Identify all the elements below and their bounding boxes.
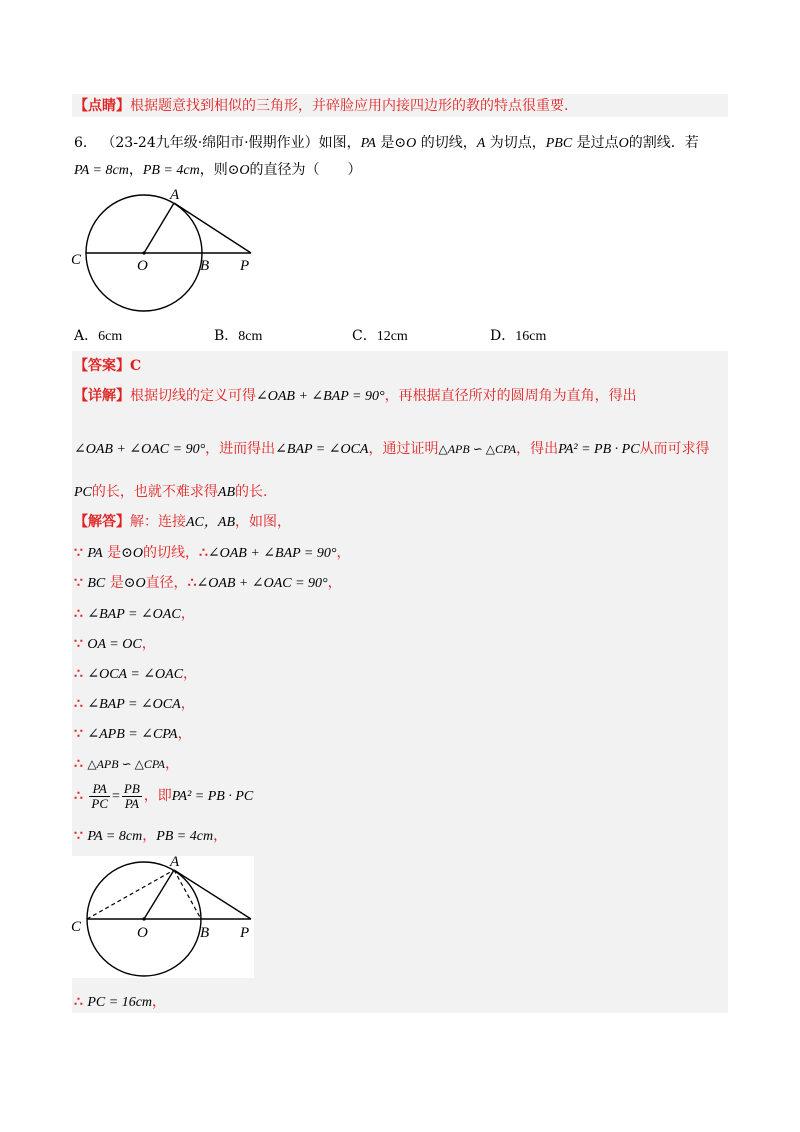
option-letter: C． xyxy=(352,328,377,344)
solution-text: ， xyxy=(183,666,198,682)
solution-equation: PA² = PB · PC xyxy=(171,789,254,804)
solution-equation: ∠OAB + ∠BAP = 90° xyxy=(207,546,337,561)
solution-step-7 xyxy=(74,725,192,744)
solution-equation: PC = 16cm xyxy=(87,995,153,1010)
solution-ratio xyxy=(74,778,253,815)
option-letter: A． xyxy=(74,328,99,344)
option-a xyxy=(74,325,122,345)
detail-text: 的长. xyxy=(235,484,268,500)
option-b xyxy=(214,325,262,345)
solution-text: ， xyxy=(141,636,156,652)
answer-line xyxy=(74,357,141,375)
solution-text: ， xyxy=(213,828,228,844)
therefore-symbol: ∴ xyxy=(74,788,83,804)
solution-step-4 xyxy=(74,635,156,654)
question-text: 的直径为（ ） xyxy=(249,162,362,178)
math-pbc: PBC xyxy=(545,136,573,151)
detail-text: 从而可求得 xyxy=(639,441,710,457)
therefore-symbol: ∴ xyxy=(74,606,83,622)
solution-text: 是 xyxy=(109,575,124,591)
option-d xyxy=(490,325,546,345)
solution-final xyxy=(74,993,166,1012)
label-p: P xyxy=(240,258,250,274)
dashed-line-ab xyxy=(174,870,201,919)
solution-step-8 xyxy=(74,755,179,773)
math-pa-value: PA = 8cm xyxy=(74,163,129,178)
option-letter: D． xyxy=(490,328,516,344)
therefore-symbol: ∴ xyxy=(74,696,83,712)
math-a: A xyxy=(476,136,486,151)
solution-step-1 xyxy=(74,544,350,563)
option-value: 6cm xyxy=(98,329,123,344)
label-a: A xyxy=(170,188,180,203)
question-line-2 xyxy=(74,161,362,180)
detail-equation: PC xyxy=(74,485,92,500)
solution-step-5 xyxy=(74,665,197,684)
math-o: O xyxy=(618,136,629,151)
math-circle-o: ⊙O xyxy=(227,163,250,178)
solution-step-3 xyxy=(74,605,195,624)
solution-text: 的切线， xyxy=(142,545,199,561)
label-c: C xyxy=(71,252,82,268)
detail-equation: AB xyxy=(217,485,235,500)
solution-text: ， xyxy=(327,575,342,591)
therefore-symbol: ∴ xyxy=(187,575,197,591)
solution-given xyxy=(74,827,227,846)
detail-text: ，通过证明 xyxy=(368,441,439,457)
math-pa: PA xyxy=(360,136,376,151)
question-text: 是过点 xyxy=(576,135,619,151)
detail-text: 根据切线的定义可得 xyxy=(130,388,256,404)
tip-label: 【点睛】 xyxy=(74,98,130,114)
fraction-denominator: PA xyxy=(124,795,139,811)
solution-equation: △APB ∽ △CPA xyxy=(87,757,165,771)
detail-text: ，得出 xyxy=(516,441,559,457)
solution-equation: ∠OCA = ∠OAC xyxy=(87,667,184,682)
solution-equation: ∠BAP = ∠OAC xyxy=(87,607,181,622)
option-value: 12cm xyxy=(376,329,408,344)
center-point-o xyxy=(142,917,145,920)
solution-text: ， xyxy=(142,828,157,844)
detail-line-3 xyxy=(74,483,267,502)
because-symbol: ∵ xyxy=(74,636,83,652)
fraction-numerator: PB xyxy=(123,780,140,796)
fraction-denominator: PC xyxy=(91,795,108,811)
question-text: 是 xyxy=(380,135,395,151)
option-value: 8cm xyxy=(238,329,263,344)
solution-equation: AC，AB xyxy=(186,515,235,530)
solution-text: ， xyxy=(180,696,195,712)
solution-equation: ∠BAP = ∠OCA xyxy=(87,697,181,712)
math-circle-o: ⊙O xyxy=(123,576,146,591)
solution-text: ， xyxy=(180,606,195,622)
label-p: P xyxy=(240,925,250,941)
solution-equation: OA = OC xyxy=(87,637,142,652)
question-line-1 xyxy=(74,134,699,153)
solution-step-6 xyxy=(74,695,195,714)
solution-text: ，即 xyxy=(143,788,172,804)
label-a: A xyxy=(170,854,180,870)
label-c: C xyxy=(71,919,82,935)
answer-value: C xyxy=(130,358,142,374)
question-source: （23-24九年级·绵阳市·假期作业） xyxy=(101,135,319,151)
detail-text: 的长，也就不难求得 xyxy=(91,484,218,500)
center-point-o xyxy=(142,251,145,254)
math-circle-o: ⊙O xyxy=(394,136,417,151)
question-text: 为切点， xyxy=(489,135,546,151)
option-value: 16cm xyxy=(515,329,547,344)
solution-diagram xyxy=(68,853,268,981)
question-text: 的切线， xyxy=(420,135,477,151)
tangent-line-pa xyxy=(174,203,251,253)
equals-sign: = xyxy=(112,789,120,804)
math-circle-o: ⊙O xyxy=(121,546,143,561)
option-letter: B． xyxy=(214,328,239,344)
therefore-symbol: ∴ xyxy=(74,666,83,682)
solution-equation: PA = 8cm xyxy=(87,829,143,844)
solution-equation: ∠OAB + ∠OAC = 90° xyxy=(196,576,328,591)
radius-line-oa xyxy=(144,870,174,919)
detail-label: 【详解】 xyxy=(74,388,130,404)
fraction-pb-pa xyxy=(122,782,142,811)
question-text: ，则 xyxy=(199,162,228,178)
detail-equation: ∠BAP = ∠OCA xyxy=(275,442,369,457)
solution-equation: BC xyxy=(87,576,106,591)
solution-step-2 xyxy=(74,574,342,593)
detail-equation: ∠OAB + ∠BAP = 90° xyxy=(256,389,385,404)
question-diagram xyxy=(68,188,268,318)
solution-equation: PB = 4cm xyxy=(156,829,214,844)
therefore-symbol: ∴ xyxy=(74,994,83,1010)
solution-text: ，如图， xyxy=(235,514,291,530)
solution-label: 【解答】 xyxy=(74,514,130,530)
question-text: 如图， xyxy=(318,135,361,151)
question-text: 的割线．若 xyxy=(628,135,699,151)
detail-line-1 xyxy=(74,387,637,406)
detail-equation: ∠OAB + ∠OAC = 90° xyxy=(74,442,206,457)
question-number: 6． xyxy=(74,135,97,151)
fraction-numerator: PA xyxy=(89,782,110,797)
tangent-line-pa xyxy=(174,870,251,919)
math-pb-value: PB = 4cm xyxy=(142,163,200,178)
detail-equation: PA² = PB · PC xyxy=(558,442,640,457)
detail-text: ，再根据直径所对的圆周角为直角，得出 xyxy=(384,388,637,404)
label-o: O xyxy=(137,925,148,941)
because-symbol: ∵ xyxy=(74,575,83,591)
solution-equation: PA xyxy=(87,546,103,561)
solution-intro xyxy=(74,513,291,532)
solution-text: 是 xyxy=(107,545,122,561)
tip-text: 根据题意找到相似的三角形，并碎脸应用内接四边形的教的特点很重要. xyxy=(130,98,569,114)
option-c xyxy=(352,325,408,345)
detail-text: ，进而得出 xyxy=(205,441,276,457)
radius-line-oa xyxy=(144,203,174,253)
label-b: B xyxy=(200,258,210,274)
therefore-symbol: ∴ xyxy=(198,545,208,561)
solution-text: 直径， xyxy=(145,575,188,591)
solution-text: 解：连接 xyxy=(130,514,186,530)
question-text: ， xyxy=(128,162,143,178)
answer-label: 【答案】 xyxy=(74,358,130,374)
tip-line xyxy=(74,97,568,115)
therefore-symbol: ∴ xyxy=(74,756,83,772)
because-symbol: ∵ xyxy=(74,545,83,561)
dashed-line-ac xyxy=(87,870,174,919)
label-o: O xyxy=(137,258,148,274)
detail-equation: △APB ∽ △CPA xyxy=(438,442,517,456)
solution-text: ， xyxy=(177,726,192,742)
solution-text: ， xyxy=(152,994,167,1010)
solution-text: ， xyxy=(336,545,351,561)
because-symbol: ∵ xyxy=(74,828,83,844)
fraction-pa-pc xyxy=(89,782,110,811)
solution-equation: ∠APB = ∠CPA xyxy=(87,727,178,742)
solution-text: ， xyxy=(165,756,179,772)
label-b: B xyxy=(200,925,210,941)
because-symbol: ∵ xyxy=(74,726,83,742)
detail-line-2 xyxy=(74,440,710,459)
